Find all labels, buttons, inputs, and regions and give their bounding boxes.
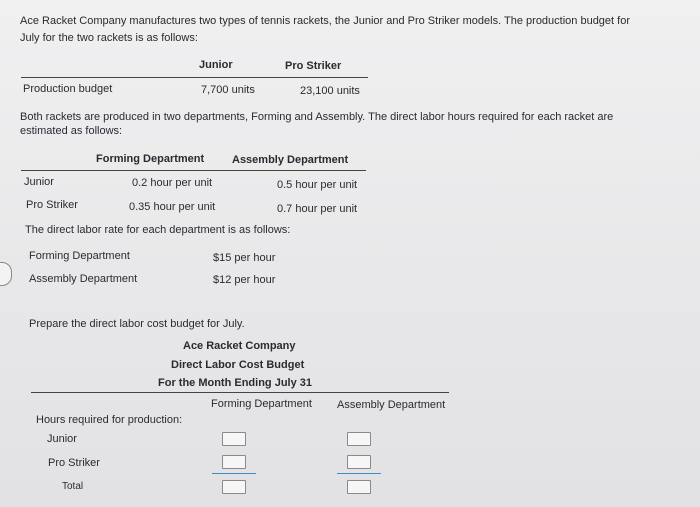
production-header-rule [21, 77, 368, 78]
budget-col-forming: Forming Department [211, 398, 312, 410]
budget-period: For the Month Ending July 31 [158, 377, 312, 389]
dept-line-2: estimated as follows: [20, 125, 123, 137]
hours-col-forming: Forming Department [96, 153, 205, 165]
budget-row-total: Total [62, 481, 84, 492]
hours-row-junior-assembly: 0.5 hour per unit [277, 179, 358, 191]
rate-forming-value: $15 per hour [213, 252, 276, 264]
budget-title: Direct Labor Cost Budget [171, 359, 305, 371]
hours-header-rule [21, 170, 366, 171]
budget-row-pro: Pro Striker [48, 457, 100, 469]
pro-forming-hours-input[interactable] [222, 455, 246, 469]
production-col-junior: Junior [199, 59, 233, 71]
junior-forming-hours-input[interactable] [222, 432, 246, 446]
hours-row-pro-assembly: 0.7 hour per unit [277, 203, 358, 215]
rate-forming-label: Forming Department [29, 250, 130, 262]
production-junior-units: 7,700 units [201, 84, 255, 96]
intro-line-1: Ace Racket Company manufactures two types of tennis rackets, the Junior and Pro Striker models. The production budget for [20, 15, 630, 27]
budget-col-assembly: Assembly Department [337, 399, 446, 411]
rate-text: The direct labor rate for each department is as follows: [25, 224, 291, 236]
intro-line-2: July for the two rackets is as follows: [20, 32, 198, 44]
forming-total-rule [212, 473, 256, 474]
assembly-total-rule [337, 473, 381, 474]
total-assembly-hours-input[interactable] [347, 480, 371, 494]
rate-assembly-label: Assembly Department [29, 273, 138, 285]
junior-assembly-hours-input[interactable] [347, 432, 371, 446]
side-panel-tab[interactable] [0, 262, 12, 286]
hours-row-junior-label: Junior [24, 176, 54, 188]
budget-row-junior: Junior [47, 433, 77, 445]
hours-row-pro-label: Pro Striker [26, 199, 78, 211]
budget-company: Ace Racket Company [183, 340, 296, 352]
hours-row-junior-forming: 0.2 hour per unit [132, 177, 213, 189]
production-row-label: Production budget [23, 83, 113, 95]
pro-assembly-hours-input[interactable] [347, 455, 371, 469]
production-col-pro: Pro Striker [285, 60, 342, 72]
instruction: Prepare the direct labor cost budget for July. [29, 318, 245, 330]
rate-assembly-value: $12 per hour [213, 274, 276, 286]
budget-header-rule [31, 392, 449, 393]
budget-section-label: Hours required for production: [36, 414, 183, 426]
hours-row-pro-forming: 0.35 hour per unit [129, 201, 216, 213]
dept-line-1: Both rackets are produced in two departments, Forming and Assembly. The direct labor hours required for each racket are [20, 111, 614, 123]
hours-col-assembly: Assembly Department [232, 154, 349, 166]
total-forming-hours-input[interactable] [222, 480, 246, 494]
production-pro-units: 23,100 units [300, 85, 360, 97]
